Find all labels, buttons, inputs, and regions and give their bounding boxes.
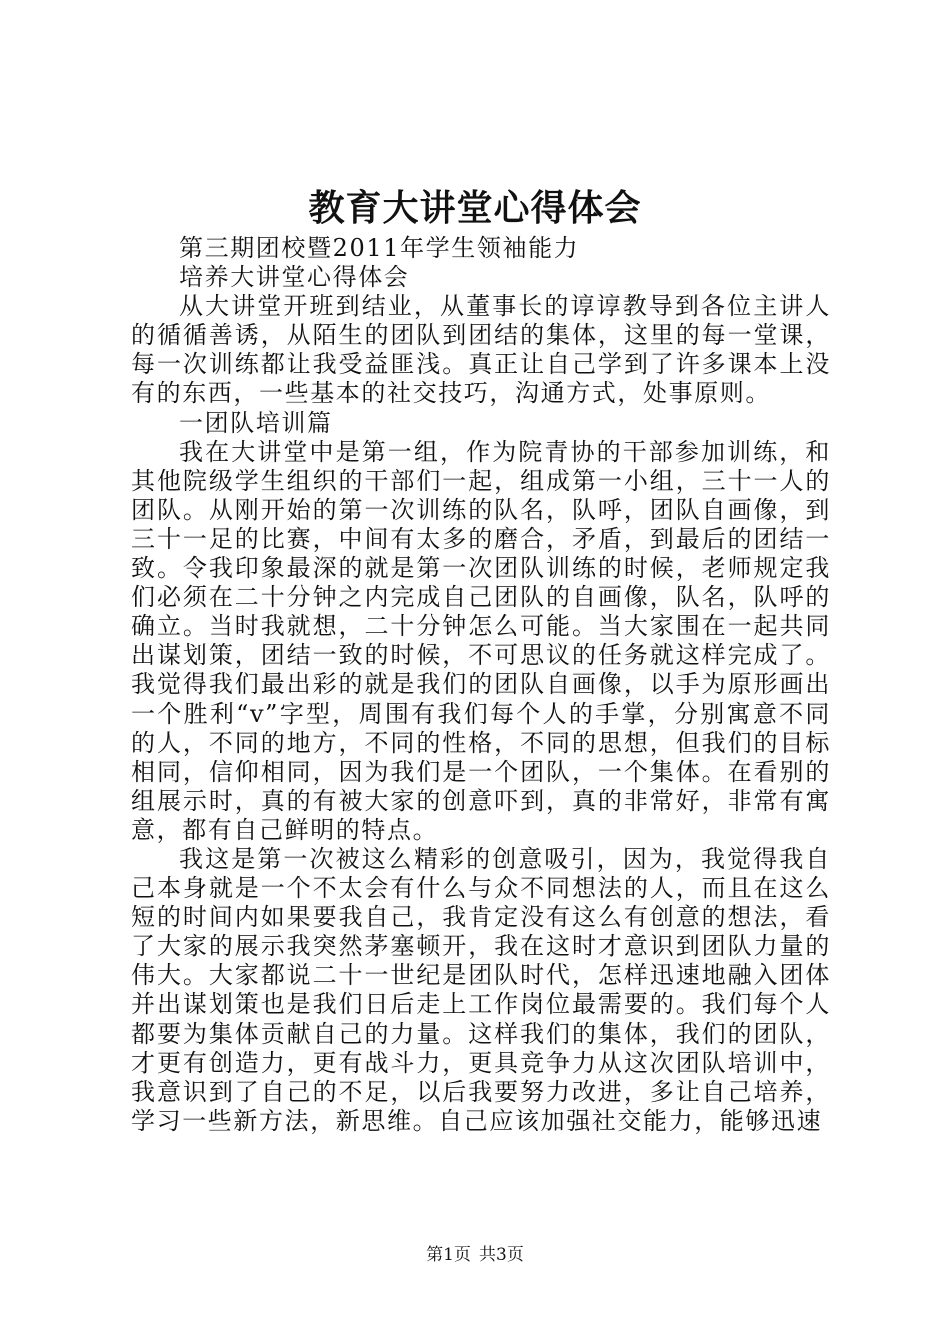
body-paragraph-2: 我这是第一次被这么精彩的创意吸引，因为，我觉得我自己本身就是一个不太会有什么与众不同想法的人，而且在这么短的时间内如果要我自己，我肯定没有这么有创意的想法，看了大家的展示我突然茅塞顿开，我在这时才意识到团队力量的伟大。大家都说二十一世纪是团队时代，怎样迅速地融入团体并出谋划策也是我们日后走上工作岗位最需要的。我们每个人都要为集体贡献自己的力量。这样我们的集体，我们的团队，才更有创造力，更有战斗力，更具竞争力从这次团队培训中，我意识到了自己的不足，以后我要努力改进，多让自己培养，学习一些新方法，新思维。自己应该加强社交能力，能够迅速 [131,844,831,1135]
subtitle-line-2: 培养大讲堂心得体会 [179,263,410,292]
section-heading: 一团队培训篇 [179,408,333,437]
page-total: 共3页 [479,1245,524,1265]
page-number: 第1页 [426,1245,471,1265]
document-body [131,234,831,1136]
intro-paragraph: 从大讲堂开班到结业，从董事长的谆谆教导到各位主讲人的循循善诱，从陌生的团队到团结的集体，这里的每一堂课，每一次训练都让我受益匪浅。真正让自己学到了许多课本上没有的东西，一些基本的社交技巧，沟通方式，处事原则。 [131,292,831,408]
document-title: 教育大讲堂心得体会 [308,187,642,229]
body-paragraph-1: 我在大讲堂中是第一组，作为院青协的干部参加训练，和其他院级学生组织的干部们一起，组成第一小组，三十一人的团队。从刚开始的第一次训练的队名，队呼，团队自画像，到三十一足的比赛，中间有太多的磨合，矛盾，到最后的团结一致。令我印象最深的就是第一次团队训练的时候，老师规定我们必须在二十分钟之内完成自己团队的自画像，队名，队呼的确立。当时我就想，二十分钟怎么可能。当大家围在一起共同出谋划策，团结一致的时候，不可思议的任务就这样完成了。我觉得我们最出彩的就是我们的团队自画像，以手为原形画出一个胜利“v”字型，周围有我们每个人的手掌，分别寓意不同的人，不同的地方，不同的性格，不同的思想，但我们的目标相同，信仰相同，因为我们是一个团队，一个集体。在看别的组展示时，真的有被大家的创意吓到，真的非常好，非常有寓意，都有自己鲜明的特点。 [131,437,831,844]
page-footer [0,1243,950,1267]
subtitle-line-1: 第三期团校暨2011年学生领袖能力 [179,234,580,262]
